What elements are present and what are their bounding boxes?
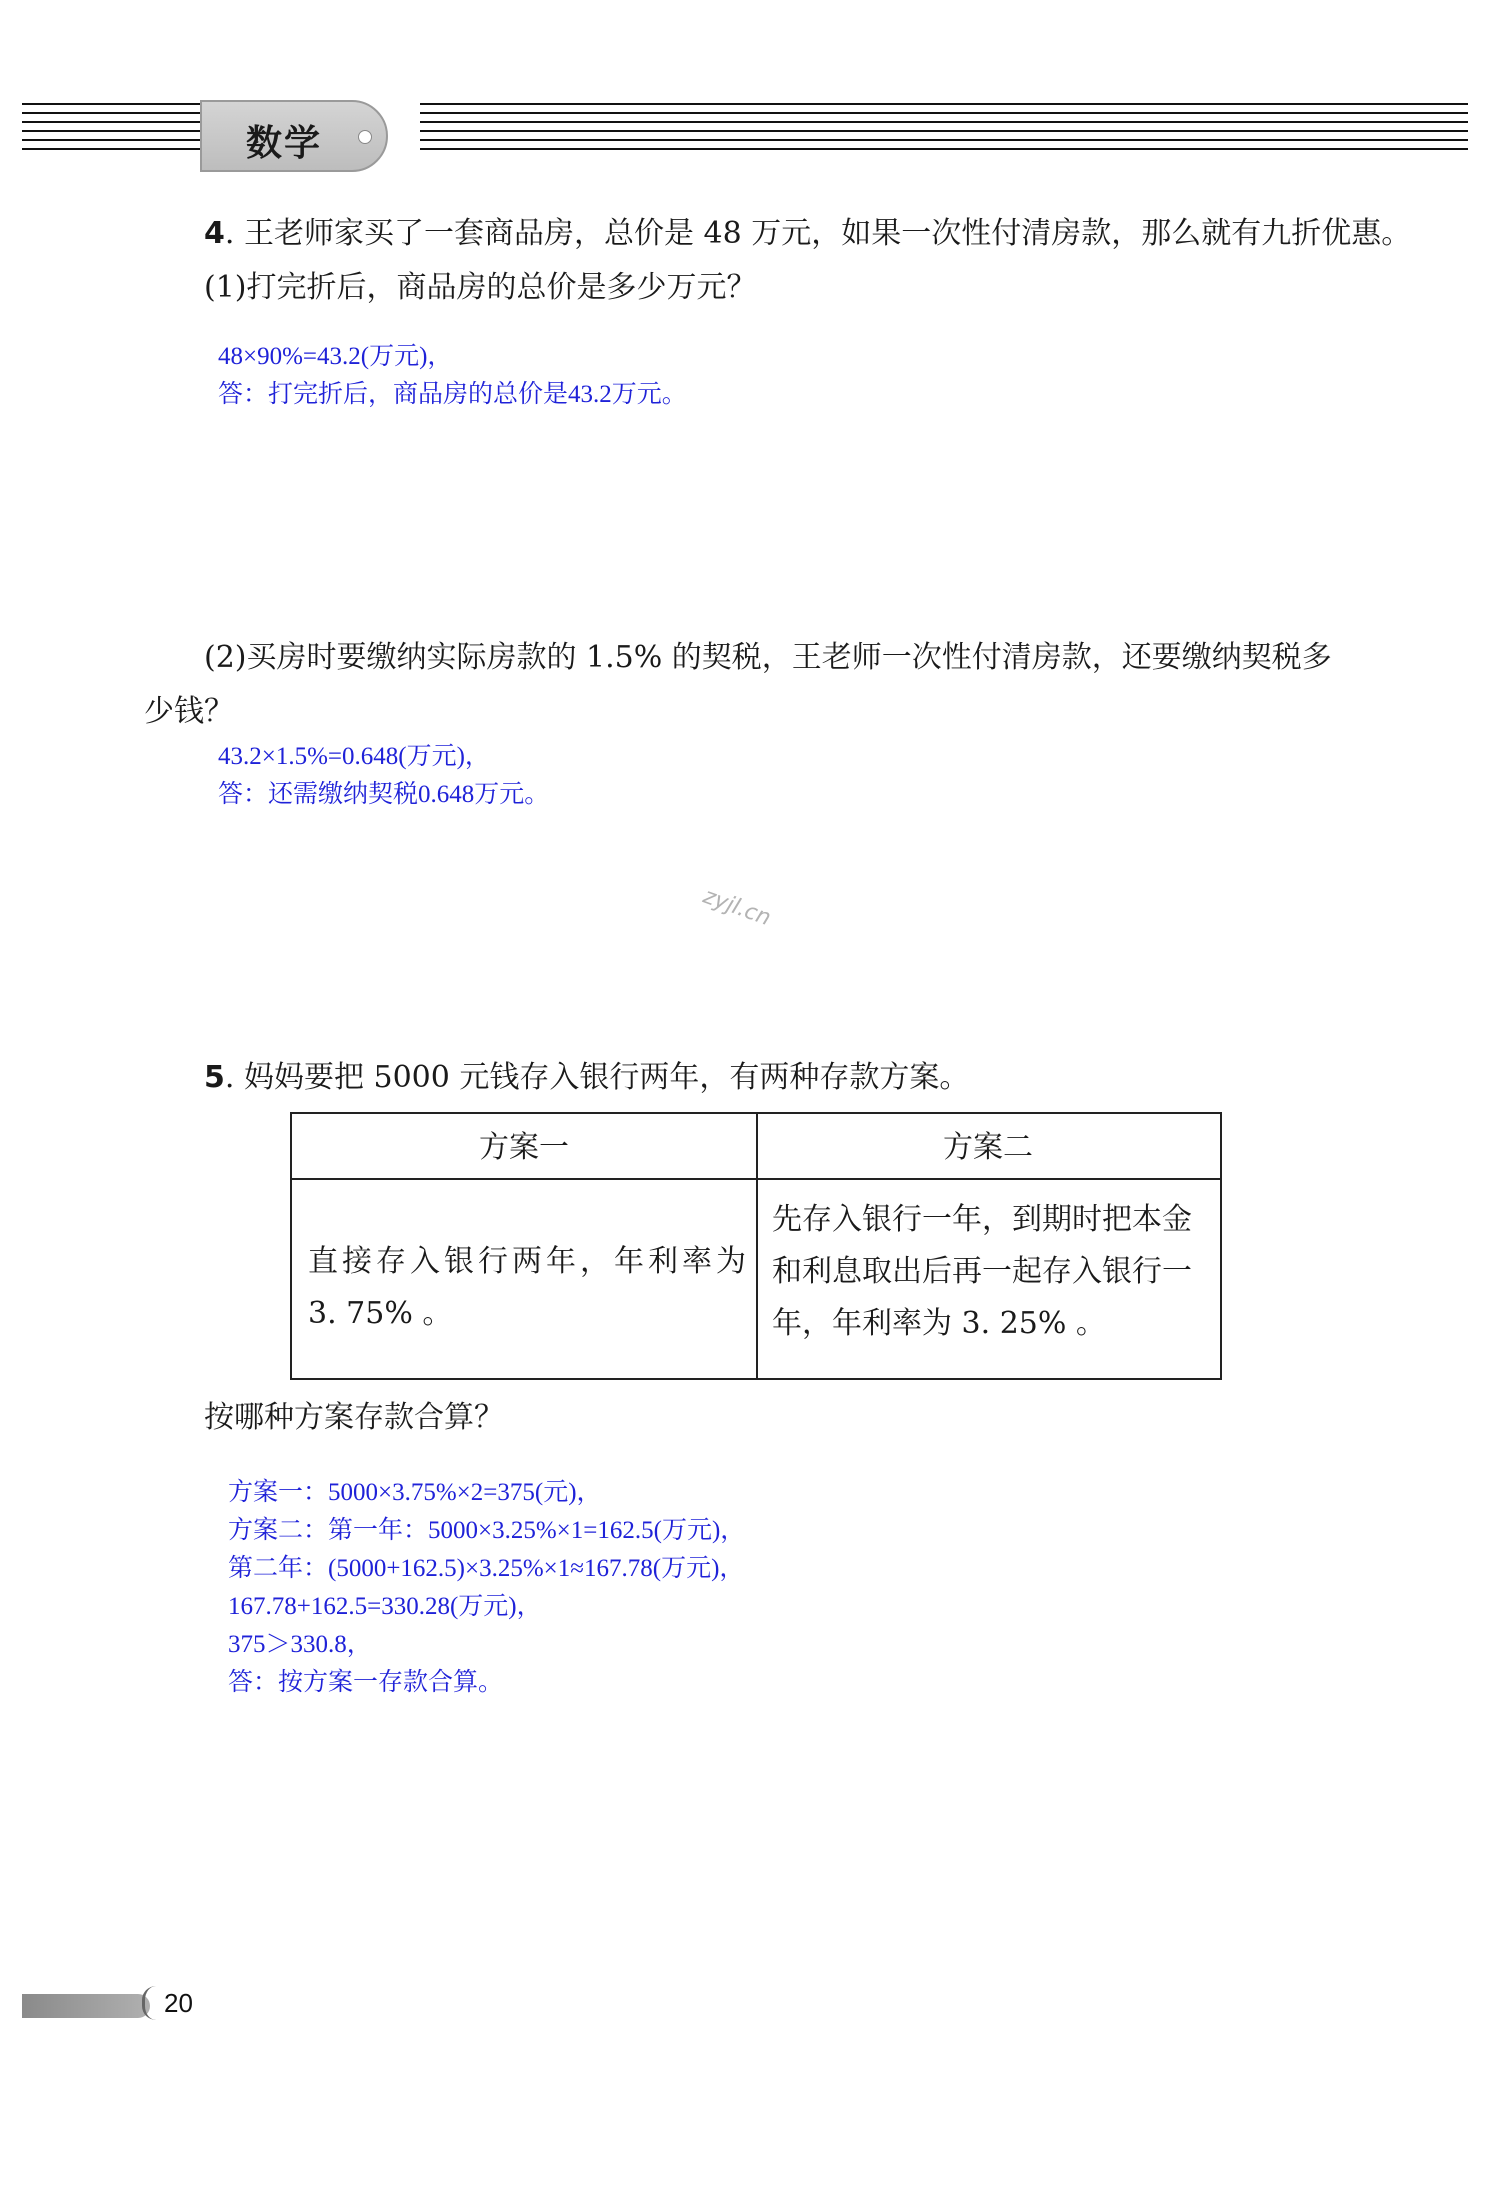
q5-question: 按哪种方案存款合算？	[204, 1400, 504, 1435]
q5-number: 5	[204, 1060, 225, 1095]
q5-answer-line6: 答：按方案一存款合算。	[228, 1669, 504, 1696]
q4-number: 4	[204, 216, 225, 251]
q5-answer-line2: 方案二：第一年：5000×3.25%×1=162.5(万元)，	[228, 1517, 746, 1544]
table-header-plan2: 方案二	[943, 1130, 1033, 1165]
header-rule-right	[420, 103, 1468, 163]
page-number: 20	[164, 1988, 193, 2018]
q4-part2-answer-line1: 43.2×1.5%=0.648(万元)，	[218, 743, 490, 770]
plan1-line2: 3. 75% 。	[308, 1296, 453, 1331]
q5-answer-line3: 第二年：(5000+162.5)×3.25%×1≈167.78(万元)，	[228, 1555, 745, 1582]
q4-part2-line2: 少钱？	[144, 694, 234, 729]
tab-dot-icon	[358, 130, 372, 144]
watermark: zyjl.cn	[699, 883, 774, 932]
q4-part1-answer-line1: 48×90%=43.2(万元)，	[218, 343, 453, 370]
q5-answer-line5: 375＞330.8，	[228, 1631, 372, 1658]
subject-tab	[200, 100, 388, 172]
header-rule-left	[22, 103, 200, 163]
q5-answer-line1: 方案一：5000×3.75%×2=375(元)，	[228, 1479, 602, 1506]
q5-answer-line4: 167.78+162.5=330.28(万元)，	[228, 1593, 542, 1620]
table-header-plan1: 方案一	[479, 1130, 569, 1165]
page-footer-bar	[22, 1994, 150, 2018]
q4-stem: 4. 王老师家买了一套商品房，总价是 48 万元，如果一次性付清房款，那么就有九折优惠。	[204, 216, 1412, 251]
plan2-line3: 年，年利率为 3. 25% 。	[772, 1306, 1106, 1341]
plan2-line2: 和利息取出后再一起存入银行一	[772, 1254, 1192, 1289]
plan2-line1: 先存入银行一年，到期时把本金	[772, 1202, 1192, 1237]
q4-part2-answer-line2: 答：还需缴纳契税0.648万元。	[218, 781, 550, 808]
plan-table	[290, 1112, 1222, 1380]
subject-title: 数学	[246, 123, 323, 164]
q4-part2-line1: (2)买房时要缴纳实际房款的 1.5% 的契税，王老师一次性付清房款，还要缴纳契税多	[204, 640, 1332, 675]
q5-stem: 5. 妈妈要把 5000 元钱存入银行两年，有两种存款方案。	[204, 1060, 970, 1095]
q4-part1-answer-line2: 答：打完折后，商品房的总价是43.2万元。	[218, 381, 687, 408]
plan1-line1: 直接存入银行两年，年利率为	[308, 1244, 750, 1279]
q4-part1: (1)打完折后，商品房的总价是多少万元？	[204, 270, 757, 305]
